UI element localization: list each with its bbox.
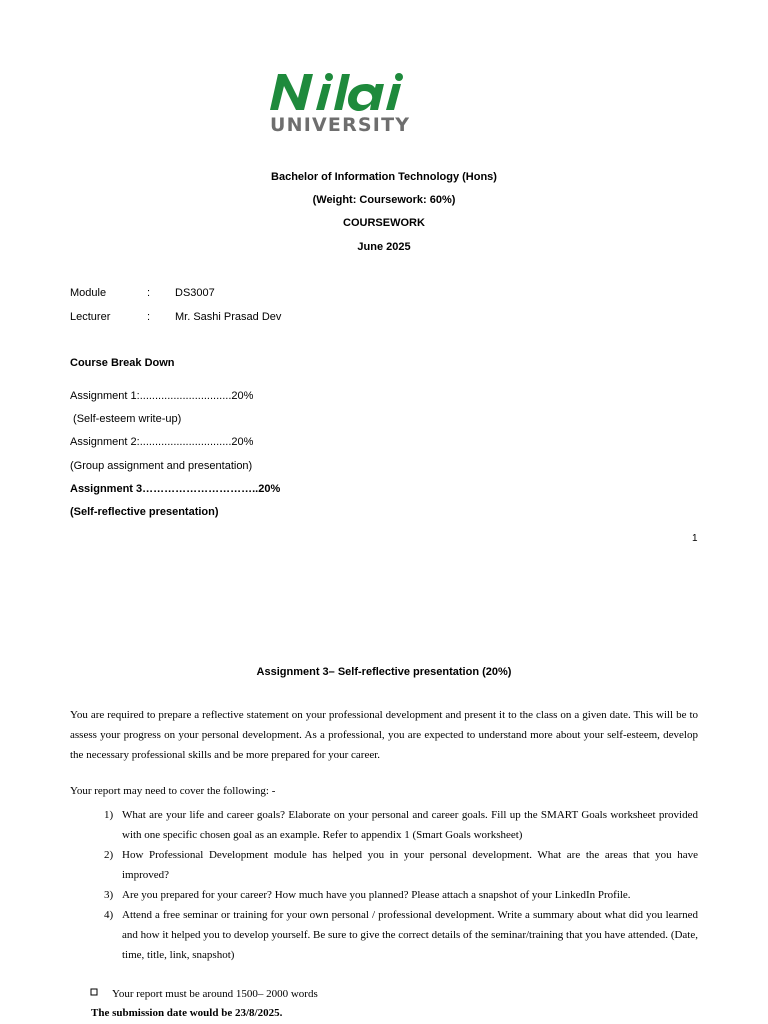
list-item-number: 4) [104, 909, 114, 921]
square-bullet-icon [90, 988, 99, 999]
logo-graphic [268, 70, 438, 136]
list-item-number: 2) [104, 849, 114, 861]
requirements-list [104, 805, 698, 965]
list-item [104, 905, 698, 965]
module-label: Module [70, 287, 107, 299]
list-item-number: 3) [104, 889, 114, 901]
programme-title: Bachelor of Information Technology (Hons) [271, 171, 497, 183]
assignment-2-line: Assignment 2:..............................20% [70, 436, 254, 448]
list-item [104, 845, 698, 885]
list-item-number: 1) [104, 809, 114, 821]
weight-line: (Weight: Coursework: 60%) [312, 194, 456, 206]
assignment-3-description: (Self-reflective presentation) [70, 506, 219, 518]
assignment-3-title: Assignment 3– Self-reflective presentation (20%) [256, 666, 512, 678]
module-separator: : [147, 287, 151, 299]
list-item-text: What are your life and career goals? Elaborate on your personal and career goals. Fill up the SMART Goals worksheet provided with one specific chosen goal as an example. Refer to appendix 1 (Smart Goals worksheet) [122, 809, 698, 841]
assignment-3-line: Assignment 3…………………………..20% [70, 483, 281, 495]
logo-wordmark-nilai [270, 73, 403, 111]
session-date: June 2025 [357, 241, 411, 253]
lecturer-separator: : [147, 311, 151, 323]
module-code: DS3007 [175, 287, 215, 299]
page-number: 1 [692, 533, 698, 544]
list-item-text: Attend a free seminar or training for your own personal / professional development. Write a summary about what did you learned and how it helped you to develop yourself. Be sure to give the correct details of the seminar/training that you have attended. (Date, time, title, link, snapshot) [122, 909, 698, 961]
lecturer-label: Lecturer [70, 311, 111, 323]
list-item [104, 885, 698, 905]
intro-paragraph: You are required to prepare a reflective statement on your professional development and present it to the class on a given date. This will be to assess your progress on your personal development. As a professional, you are expected to understand more about your self-esteem, develop the necessary professional skills and be more prepared for your career. [70, 709, 698, 761]
list-item-text: How Professional Development module has helped you in your personal development. What are the areas that you have improved? [122, 849, 698, 881]
breakdown-heading: Course Break Down [70, 357, 175, 369]
assignment-2-description: (Group assignment and presentation) [70, 460, 253, 472]
logo-wordmark-university: UNIVERSITY [270, 114, 411, 136]
assignment-1-description: (Self-esteem write-up) [70, 413, 182, 425]
list-item-text: Are you prepared for your career? How much have you planned? Please attach a snapshot of your LinkedIn Profile. [122, 889, 631, 901]
list-item [104, 805, 698, 845]
assignment-1-line: Assignment 1:..............................20% [70, 390, 254, 402]
nilai-university-logo [268, 70, 438, 136]
cover-intro: Your report may need to cover the following: - [70, 785, 276, 797]
coursework-heading: COURSEWORK [343, 217, 425, 229]
lecturer-name: Mr. Sashi Prasad Dev [175, 311, 282, 323]
word-count-note: Your report must be around 1500– 2000 words [112, 988, 318, 1000]
submission-date: The submission date would be 23/8/2025. [91, 1007, 283, 1019]
